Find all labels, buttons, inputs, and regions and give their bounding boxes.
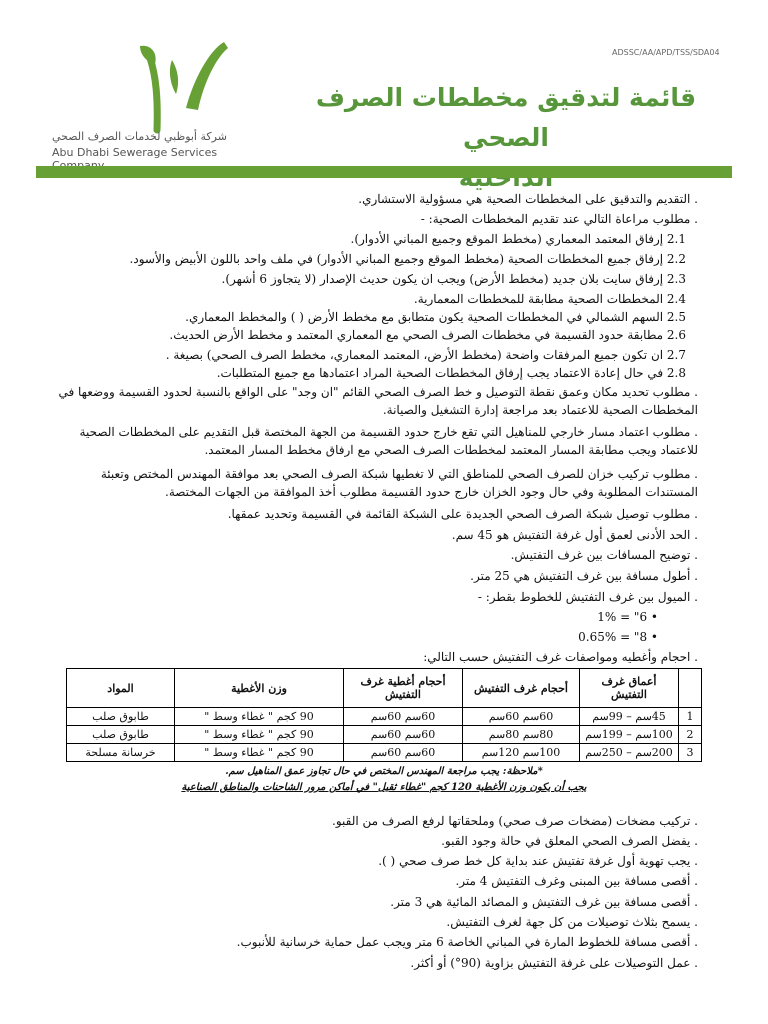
body-line: . التقديم والتدقيق على المخططات الصحية هي مسؤولية الاستشاري. [358,192,698,206]
body-line: . توضيح المسافات بين غرف التفتيش. [510,548,698,562]
table-cell: 90 كجم " غطاء وسط " [175,744,344,762]
table-cell: 1 [679,708,702,726]
body-line: 2.8 في حال إعادة الاعتماد يجب إرفاق المخططات الصحية المراد اعتمادها مع جميع المتطلبات. [216,366,686,380]
table-cell: 3 [679,744,702,762]
document-reference: ADSSC/AA/APD/TSS/SDA04 [612,48,720,57]
company-logo-icon [128,38,248,134]
body-line: 2.5 السهم الشمالي في المخططات الصحية يكون متطابق مع مخطط الأرض ( ) والمخطط المعماري. [185,310,686,324]
body-line: . يفضل الصرف الصحي المعلق في حالة وجود القبو. [441,834,698,848]
table-cell: 60سم 60سم [344,726,463,744]
body-line: . يجب تهوية أول غرفة تفتيش عند بداية كل خط صرف صحي ( ). [378,854,698,868]
body-line: . يسمح بثلاث توصيلات من كل جهة لغرف التفتيش. [446,915,698,929]
body-line: 2.3 إرفاق سايت بلان جديد (مخطط الأرض) ويجب ان يكون حديث الإصدار (لا يتجاوز 6 أشهر). [221,272,686,286]
body-line: . مطلوب توصيل شبكة الصرف الصحي الجديدة على الشبكة القائمة في القسيمة وتحديد عمقها. [227,507,698,521]
body-line: . الميول بين غرف التفتيش للخطوط بقطر: - [477,590,698,604]
body-paragraph: . مطلوب اعتماد مسار خارجي للمناهيل التي تقع خارج حدود القسيمة من الجهة المختصة قبل التقديم على المخططات الصحية للاعتماد ويجب مطابقة المسار المعتمد لمخططات الصرف الصحي مع ارفاق مخطط المسار المعتمد. [79,425,698,457]
table-note-heavy-cover: يجب أن يكون وزن الأغطية 120 كجم "غطاء ثقيل" في أماكن مرور الشاحنات والمناطق الصناعية [181,782,587,793]
body-line: 2.4 المخططات الصحية مطابقة للمخططات المعمارية. [413,292,686,306]
body-line: 2.6 مطابقة حدود القسيمة في مخططات الصرف الصحي مع المعماري المعتمد و مخطط الأرض الحديث. [169,328,686,342]
body-paragraph: . مطلوب تحديد مكان وعمق نقطة التوصيل و خط الصرف الصحي القائم "ان وجد" على الواقع بالنسبة لحدود القسيمة ووضعها في المخططات الصحية للاعتماد بعد مراجعة إدارة التشغيل والصيانة. [58,385,698,417]
body-line: . عمل التوصيلات على غرفة التفتيش بزاوية (90°) أو أكثر. [410,956,698,970]
body-line: . أقصى مسافة بين المبنى وغرف التفتيش 4 متر. [455,874,698,888]
table-cell: 45سم – 99سم [580,708,679,726]
table-cell: 80سم 80سم [463,726,580,744]
table-header-cell: المواد [67,669,175,708]
table-cell: 100سم – 199سم [580,726,679,744]
table-cell: 2 [679,726,702,744]
table-cell: 100سم 120سم [463,744,580,762]
body-line: 2.2 إرفاق جميع المخططات الصحية (مخطط الموقع وجميع المباني الأدوار) في ملف واحد باللون الأبيض والأسود. [129,252,686,266]
page-title [306,78,706,198]
table-cell: طابوق صلب [67,708,175,726]
body-line: . احجام وأغطيه ومواصفات غرف التفتيش حسب التالي: [423,650,698,664]
table-row [67,708,702,726]
table-note: *ملاحظة: يجب مراجعة المهندس المختص في حال تجاوز عمق المناهيل سم. [225,766,543,777]
table-row [67,744,702,762]
table-cell: 60سم 60سم [344,708,463,726]
body-line: . أقصى مسافة للخطوط المارة في المباني الخاصة 6 متر ويجب عمل حماية خرسانية للأنبوب. [236,935,698,949]
table-cell: طابوق صلب [67,726,175,744]
slope-bullet: • 6" = 1% [597,610,658,624]
slope-bullet: • 8" = 0.65% [578,630,658,644]
manhole-spec-table [66,668,702,762]
table-cell: 90 كجم " غطاء وسط " [175,708,344,726]
table-cell: 60سم 60سم [344,744,463,762]
header-divider-bar [36,166,732,178]
body-paragraph: . مطلوب تركيب خزان للصرف الصحي للمناطق التي لا تغطيها شبكة الصرف الصحي بعد موافقة المهندس المختص وتعبئة المستندات المطلوبة وفي حال وجود الخزان خارج حدود القسيمة مطلوب أخذ الموافقة من الجهات المختصة. [100,467,698,499]
table-header-cell: أعماق غرف التفتيش [580,669,679,708]
title-line-1: قائمة لتدقيق مخططات الصرف الصحي [315,83,697,152]
company-name-arabic: شركة أبوظبي لخدمات الصرف الصحي [52,130,227,143]
body-line: 2.1 إرفاق المعتمد المعماري (مخطط الموقع وجميع المباني الأدوار). [350,232,686,246]
table-header-row [67,669,702,708]
table-cell: 90 كجم " غطاء وسط " [175,726,344,744]
body-line: . الحد الأدنى لعمق أول غرفة التفتيش هو 45 سم. [451,528,698,542]
table-cell: خرسانة مسلحة [67,744,175,762]
table-cell: 60سم 60سم [463,708,580,726]
body-line: . تركيب مضخات (مضخات صرف صحي) وملحقاتها لرفع الصرف من القبو. [332,814,698,828]
body-line: . أقصى مسافة بين غرف التفتيش و المصائد المائية هي 3 متر. [390,895,698,909]
body-line: . مطلوب مراعاة التالي عند تقديم المخططات الصحية: - [420,212,698,226]
table-header-cell [679,669,702,708]
table-header-cell: أحجام غرف التفتيش [463,669,580,708]
table-cell: 200سم – 250سم [580,744,679,762]
table-row [67,726,702,744]
table-header-cell: أحجام أغطية غرف التفتيش [344,669,463,708]
company-name-english: Abu Dhabi Sewerage Services [52,146,218,159]
body-line: 2.7 ان تكون جميع المرفقات واضحة (مخطط الأرض، المعتمد المعماري، مخطط الصرف الصحي) بصيغة . [165,348,686,362]
table-header-cell: وزن الأغطية [175,669,344,708]
body-line: . أطول مسافة بين غرف التفتيش هي 25 متر. [470,569,698,583]
